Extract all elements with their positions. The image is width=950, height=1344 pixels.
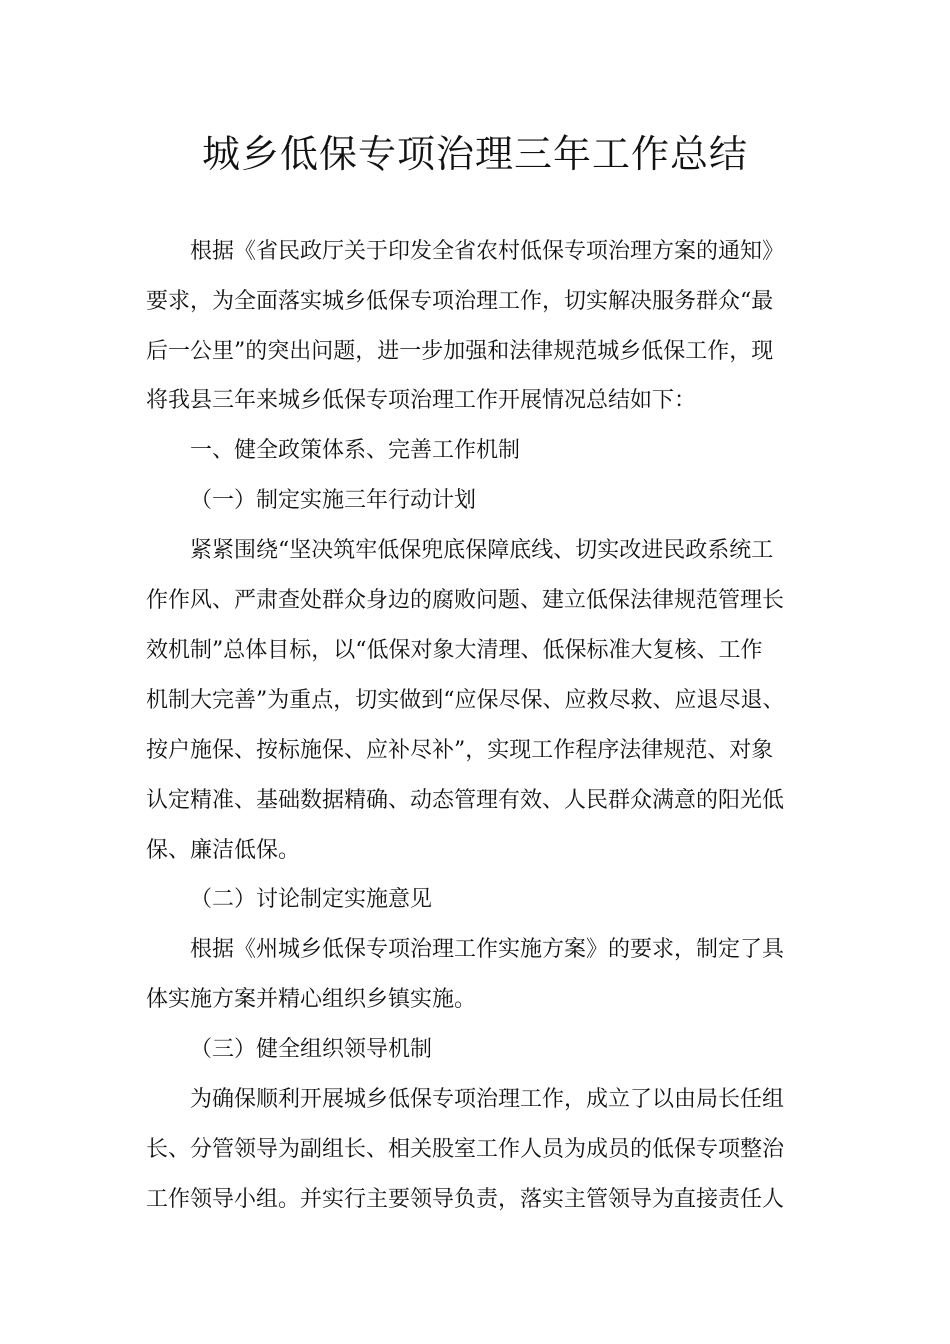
paragraph-line: 要求，为全面落实城乡低保专项治理工作，切实解决服务群众“最	[146, 289, 774, 314]
paragraph-line: 紧紧围绕“坚决筑牢低保兜底保障底线、切实改进民政系统工	[190, 538, 774, 563]
paragraph-line: 效机制”总体目标，以“低保对象大清理、低保标准大复核、工作	[146, 638, 763, 663]
paragraph-line: 体实施方案并精心组织乡镇实施。	[146, 987, 477, 1012]
paragraph-line: 认定精准、基础数据精确、动态管理有效、人民群众满意的阳光低	[146, 788, 785, 813]
paragraph-line: 长、分管领导为副组长、相关股室工作人员为成员的低保专项整治	[146, 1137, 785, 1162]
paragraph-line: 为确保顺利开展城乡低保专项治理工作，成立了以由局长任组	[190, 1087, 785, 1112]
paragraph-line: 机制大完善”为重点，切实做到“应保尽保、应救尽救、应退尽退、	[146, 688, 785, 713]
paragraph-line: 保、廉洁低保。	[146, 838, 301, 863]
paragraph-line: 后一公里”的突出问题，进一步加强和法律规范城乡低保工作，现	[146, 339, 774, 364]
subsection-heading: （一）制定实施三年行动计划	[190, 488, 477, 513]
document-title: 城乡低保专项治理三年工作总结	[201, 132, 748, 176]
paragraph-line: 根据《州城乡低保专项治理工作实施方案》的要求，制定了具	[190, 937, 785, 962]
paragraph-line: 根据《省民政厅关于印发全省农村低保专项治理方案的通知》	[190, 239, 785, 264]
paragraph-line: 将我县三年来城乡低保专项治理工作开展情况总结如下：	[146, 388, 697, 413]
paragraph-line: 按户施保、按标施保、应补尽补”，实现工作程序法律规范、对象	[146, 738, 774, 763]
subsection-heading: （二）讨论制定实施意见	[190, 887, 433, 912]
subsection-heading: （三）健全组织领导机制	[190, 1037, 433, 1062]
paragraph-line: 工作领导小组。并实行主要领导负责，落实主管领导为直接责任人	[146, 1187, 785, 1212]
paragraph-line: 作作风、严肃查处群众身边的腐败问题、建立低保法律规范管理长	[146, 588, 785, 613]
section-heading: 一、健全政策体系、完善工作机制	[190, 438, 521, 463]
